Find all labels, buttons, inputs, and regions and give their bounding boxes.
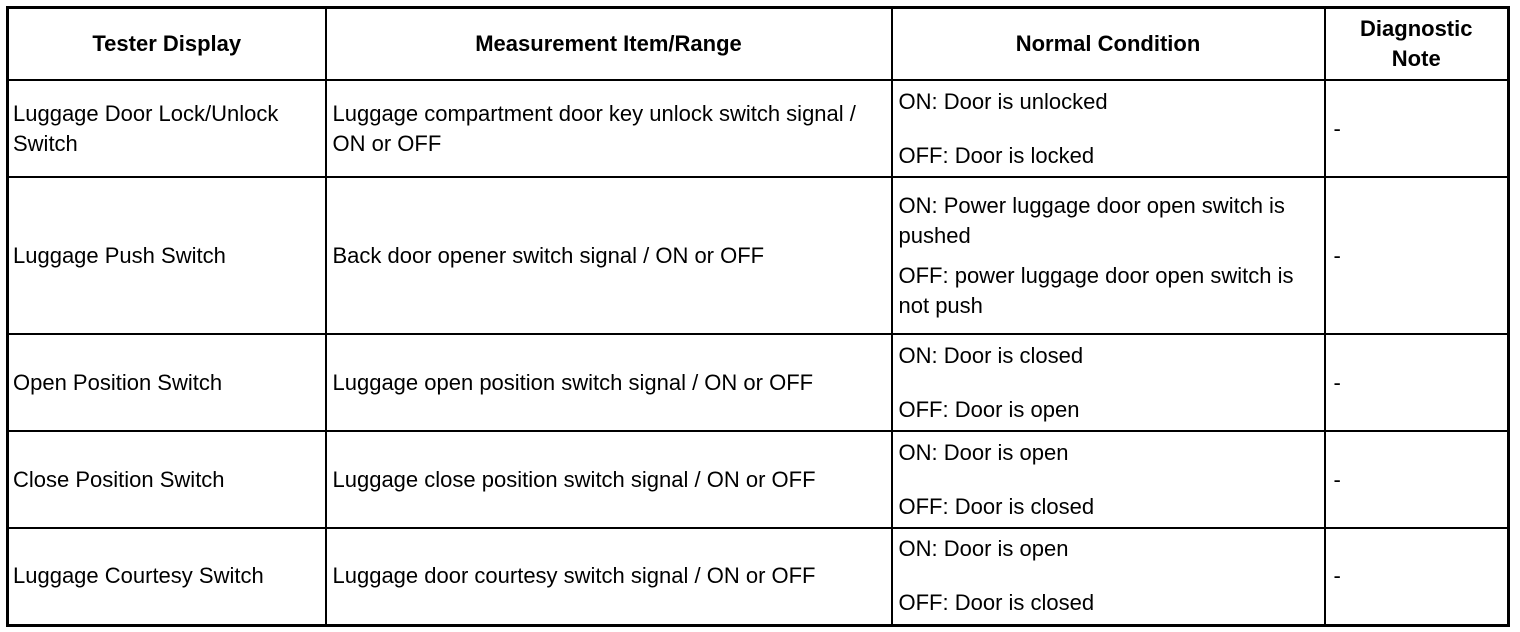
normal-condition-cell — [892, 80, 1325, 177]
measurement-cell: Back door opener switch signal / ON or OFF — [326, 177, 892, 334]
normal-condition-cell — [892, 177, 1325, 334]
tester-display-cell: Luggage Door Lock/Unlock Switch — [8, 80, 326, 177]
condition-on: ON: Door is unlocked — [898, 88, 1108, 114]
condition-off: OFF: Door is open — [898, 396, 1080, 422]
header-normal-condition: Normal Condition — [892, 8, 1325, 81]
normal-condition-cell — [892, 334, 1325, 431]
condition-off: OFF: power luggage door open switch is not push — [898, 262, 1294, 318]
measurement-cell: Luggage door courtesy switch signal / ON or OFF — [326, 528, 892, 625]
header-measurement: Measurement Item/Range — [326, 8, 892, 81]
normal-condition-cell — [892, 431, 1325, 528]
normal-condition-cell — [892, 528, 1325, 625]
tester-display-cell: Close Position Switch — [8, 431, 326, 528]
diagnostic-note-cell: - — [1325, 431, 1509, 528]
condition-off: OFF: Door is closed — [898, 590, 1095, 616]
header-diagnostic-note: Diagnostic Note — [1325, 8, 1509, 81]
tester-display-cell: Open Position Switch — [8, 334, 326, 431]
table-row — [8, 177, 1509, 334]
condition-on: ON: Door is open — [898, 439, 1069, 465]
condition-on: ON: Door is closed — [898, 342, 1084, 368]
tester-display-cell: Luggage Courtesy Switch — [8, 528, 326, 625]
diagnostic-note-cell: - — [1325, 528, 1509, 625]
diagnostic-note-cell: - — [1325, 80, 1509, 177]
table-row — [8, 528, 1509, 625]
header-tester-display: Tester Display — [8, 8, 326, 81]
table-row — [8, 80, 1509, 177]
header-row — [8, 8, 1509, 81]
condition-on: ON: Power luggage door open switch is pushed — [898, 192, 1285, 248]
diagnostic-note-cell: - — [1325, 177, 1509, 334]
measurement-cell: Luggage close position switch signal / ON or OFF — [326, 431, 892, 528]
table-row — [8, 334, 1509, 431]
condition-on: ON: Door is open — [898, 536, 1069, 562]
data-table — [6, 6, 1510, 627]
measurement-cell: Luggage open position switch signal / ON or OFF — [326, 334, 892, 431]
tester-display-cell: Luggage Push Switch — [8, 177, 326, 334]
condition-off: OFF: Door is locked — [898, 142, 1095, 168]
measurement-cell: Luggage compartment door key unlock switch signal / ON or OFF — [326, 80, 892, 177]
table-row — [8, 431, 1509, 528]
diagnostic-note-cell: - — [1325, 334, 1509, 431]
condition-off: OFF: Door is closed — [898, 493, 1095, 519]
